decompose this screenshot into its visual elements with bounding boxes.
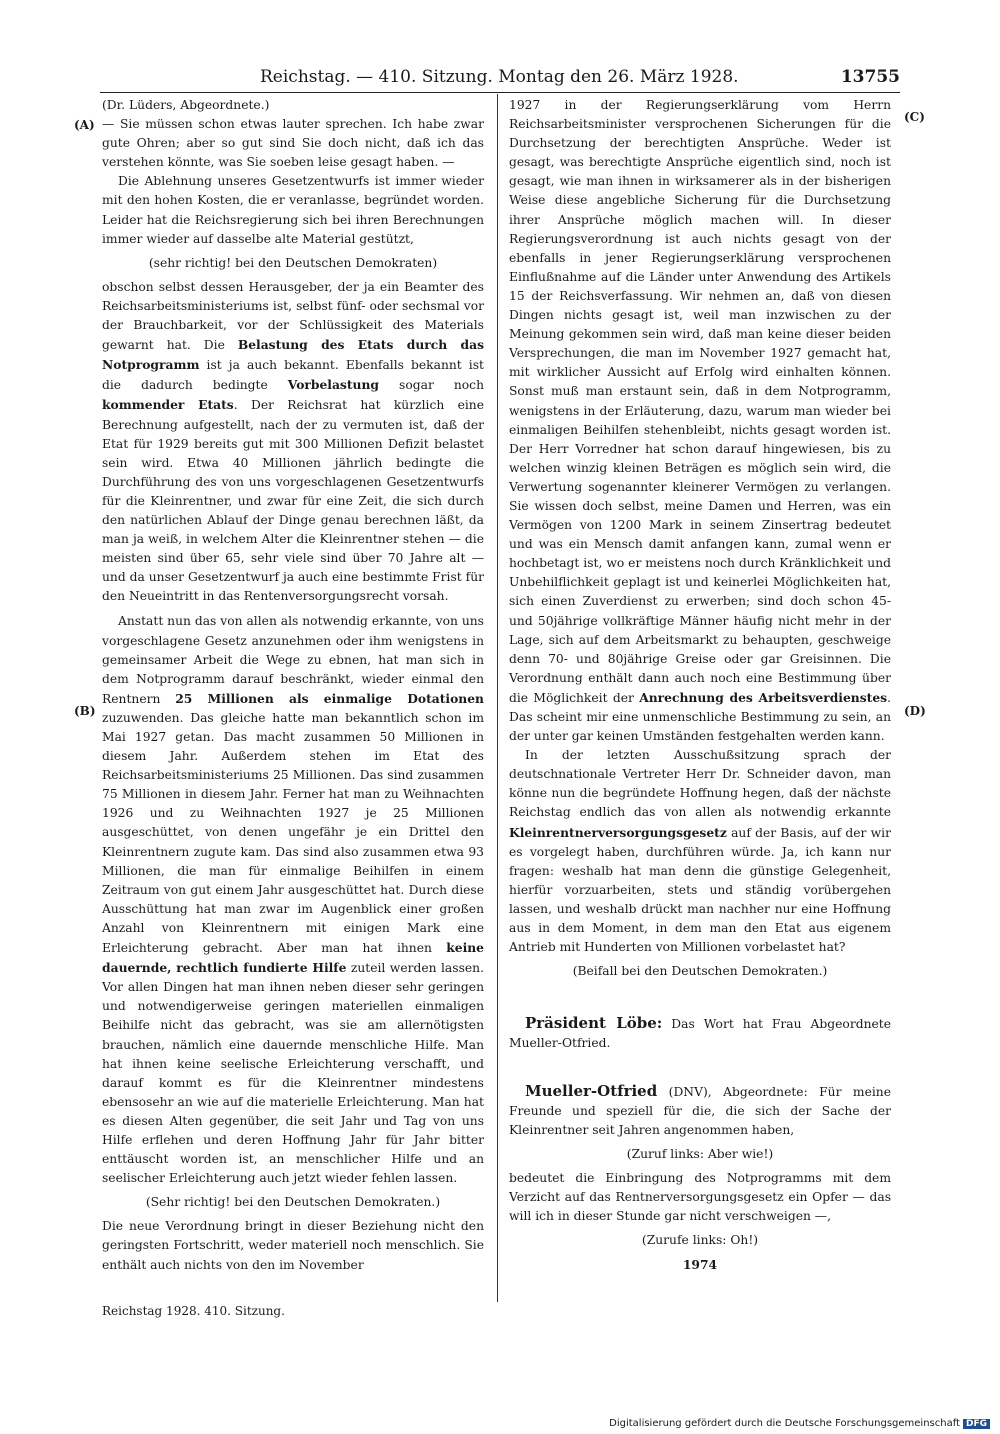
speaker-tag: (Dr. Lüders, Abgeordnete.) <box>102 98 270 112</box>
paragraph: Die Ablehnung unseres Gesetzentwurfs ist immer wieder mit den hohen Kosten, die er veranlasse, begründet worden. Leider hat die Reichsregierung sich bei ihren Berechnungen immer wieder auf dasselbe alte Material gestützt, <box>102 174 484 246</box>
left-column <box>102 96 484 1275</box>
header-rule <box>100 92 900 93</box>
emphasis: Vorbelastung <box>287 377 380 393</box>
column-divider <box>497 94 498 1302</box>
emphasis: Kleinrentnerversorgungsgesetz <box>509 824 727 840</box>
margin-marker-a: (A) <box>74 118 95 132</box>
sheet-number: 1974 <box>682 1257 718 1273</box>
paragraph: obschon selbst dessen Herausgeber, der ja ein Beamter des Reichsarbeitsministeriums ist, selbst fünf- oder sechsmal vor der Brauchbarkeit, vor der Schlüssigkeit des Materials gewarnt hat. Die Belastung des Etats durch das Notprogramm ist ja auch bekannt. Ebenfalls bekannt ist die dadurch bedingte Vorbelastung sogar noch kommender Etats. Der Reichsrat hat kürzlich eine Berechnung aufgestellt, nach der zu vermuten ist, daß der Etat für 1929 bereits gut mit 300 Millionen Defizit belastet sein wird. Etwa 40 Millionen jährlich bedingte die Durchführung des von uns vorgeschlagenen Gesetzentwurfs für die Kleinrentner, und zwar für eine Zeit, die sich durch den natürlichen Ablauf der Dinge genau berechnen läßt, da man ja weiß, in welchem Alter die Kleinrentner stehen — die meisten sind über 65, sehr viele sind über 70 Jahre alt — und da unser Gesetzentwurf ja auch eine bestimmte Frist für den Neueintritt in das Rentenversorgungsrecht vorsah. <box>102 279 484 604</box>
paragraph: In der letzten Ausschußsitzung sprach der deutschnationale Vertreter Herr Dr. Schneider davon, man könne nun die begründete Hoffnung hegen, daß der nächste Reichstag endlich das von allen als notwendig erkannte Kleinrentnerversorgungsgesetz auf der Basis, auf der wir es vorgelegt haben, durchführen würde. Ja, ich kann nur fragen: weshalb hat man denn die günstige Gelegenheit, hierfür vorzuarbeiten, stets und ständig vorübergehen lassen, und weshalb drückt man nachher nur eine Hoffnung aus in dem Moment, in dem man den Etat aus eigenem Antrieb mit Hunderten von Millionen vorbelastet hat? <box>509 748 891 955</box>
emphasis: kommender Etats <box>102 397 234 413</box>
interjection: (sehr richtig! bei den Deutschen Demokraten) <box>148 255 438 270</box>
digitization-credit: Digitalisierung gefördert durch die Deutsche Forschungsgemeinschaft DFG <box>609 1418 990 1429</box>
page-title: Reichstag. — 410. Sitzung. Montag den 26. März 1928. <box>260 67 739 87</box>
emphasis: 25 Millionen als einmalige Dotationen <box>175 690 484 706</box>
paragraph: Anstatt nun das von allen als notwendig erkannte, von uns vorgeschlagene Gesetz anzunehmen oder ihm wenigstens in gemeinsamer Arbeit die Wege zu ebnen, hat man sich in dem Notprogramm darauf beschränkt, wieder einmal den Rentnern 25 Millionen als einmalige Dotationen zuzuwenden. Das gleiche hatte man bekanntlich schon im Mai 1927 getan. Das macht zusammen 50 Millionen in diesem Jahr. Außerdem stehen im Etat des Reichsarbeitsministeriums 25 Millionen. Das sind zusammen 75 Millionen in diesem Jahr. Ferner hat man zu Weihnachten 1926 und zu Weihnachten 1927 je 25 Millionen ausgeschüttet, von denen ungefähr je ein Drittel den Kleinrentnern zugute kam. Das sind also zusammen etwa 93 Millionen, die man für einmalige Beihilfen in einem Zeitraum von gut einem Jahr ausgeschüttet hat. Durch diese Ausschüttung hat man zwar im Augenblick einer großen Anzahl von Kleinrentnern mit einigen Mark eine Erleichterung gebracht. Aber man hat ihnen keine dauernde, rechtlich fundierte Hilfe zuteil werden lassen. Vor allen Dingen hat man ihnen neben dieser sehr geringen und notwendigerweise geringen materiellen einmaligen Beihilfe nicht das gebracht, was sie am allernötigsten brauchen, nämlich eine dauernde menschliche Hilfe. Man hat ihnen keine seelische Erleichterung verschafft, und darauf kommt es für die Kleinrentner mindestens ebensosehr an wie auf die materielle Erleichterung. Man hat es diesen Alten gegenüber, die seit Jahr und Tag von uns Hilfe erflehen und deren Hoffnung Jahr für Jahr bitter enttäuscht worden ist, an menschlicher Hilfe und an seelischer Erleichterung auch jetzt wieder fehlen lassen. <box>102 614 484 1186</box>
emphasis: Anrechnung des Arbeitsverdienstes <box>639 689 888 705</box>
page-number: 13755 <box>840 67 900 87</box>
paragraph: — Sie müssen schon etwas lauter sprechen. Ich habe zwar gute Ohren; aber so gut sind Sie doch nicht, daß ich das verstehen könnte, was Sie soeben leise gesagt haben. — <box>102 117 484 170</box>
spacer <box>509 1054 891 1082</box>
page-header <box>100 66 900 88</box>
margin-marker-d: (D) <box>904 704 926 718</box>
interjection: (Zuruf links: Aber wie!) <box>626 1146 774 1161</box>
speaker-name: Präsident Löbe: <box>525 1014 663 1033</box>
interjection: (Sehr richtig! bei den Deutschen Demokraten.) <box>145 1195 441 1210</box>
interjection: (Zurufe links: Oh!) <box>641 1233 759 1248</box>
speaker-name: Mueller-Otfried <box>525 1081 658 1100</box>
spacer <box>509 986 891 1014</box>
paragraph: 1927 in der Regierungserklärung vom Herrn Reichsarbeitsminister versprochenen Sicherungen für die Durchsetzung der berechtigten Ansprüche. Weder ist gesagt, was berechtigte Ansprüche eigentlich sind, noch ist gesagt, wie man ihnen in wirksamerer als in der bisherigen Weise diese angebliche Sicherung für die Durchsetzung ihrer Ansprüche möglich machen will. In dieser Regierungsverordnung ist auch nichts gesagt von der ebenfalls in jener Regierungserklärung versprochenen Einflußnahme auf die Länder unter Anwendung des Artikels 15 der Reichsverfassung. Wir nehmen an, daß von diesen Dingen nichts gesagt ist, weil man inzwischen zu der Meinung gekommen sein wird, daß man keine dieser beiden Versprechungen, die man im November 1927 gemacht hat, mit wirklicher Aussicht auf Erfolg wird einhalten können. Sonst muß man erstaunt sein, daß in dem Notprogramm, wenigstens in der Erläuterung, dazu, warum man wieder bei einmaligen Beihilfen stehenbleibt, nichts gesagt worden ist. Der Herr Vorredner hat schon darauf hingewiesen, bis zu welchen winzig kleinen Beträgen es möglich sein wird, die Verwertung sogenannter kleinerer Vermögen zu verlangen. Sie wissen doch selbst, meine Damen und Herren, was ein Vermögen von 1200 Mark in seinem Zinsertrag bedeutet und was ein Mensch damit anfangen kann, zumal wenn er hochbetagt ist, wo er meistens noch durch Kränklichkeit und Unbehilflichkeit geplagt ist und keinerlei Möglichkeiten hat, sich einen Zuverdienst zu erwerben; sind doch schon 45- und 50jährige vollkräftige Männer häufig nicht mehr in der Lage, sich auf dem Arbeitsmarkt zu behaupten, geschweige denn 70- und 80jährige Greise oder gar Greisinnen. Die Verordnung enthält dann auch noch eine Bestimmung über die Möglichkeit der Anrechnung des Arbeitsverdienstes. Das scheint mir eine unmenschliche Bestimmung zu sein, an der unter gar keinen Umständen festgehalten werden kann. <box>509 98 891 744</box>
paragraph: bedeutet die Einbringung des Notprogramms mit dem Verzicht auf das Rentnerversorgungsgesetz ein Opfer — das will ich in dieser Stunde gar nicht verschweigen —, <box>509 1170 891 1224</box>
footer-signature: Reichstag 1928. 410. Sitzung. <box>102 1304 285 1318</box>
president-statement: Präsident Löbe: Das Wort hat Frau Abgeordnete Mueller-Otfried. <box>509 1014 891 1051</box>
emphasis: keine dauernde, rechtlich fundierte Hilfe <box>102 940 484 976</box>
paragraph: Die neue Verordnung bringt in dieser Beziehung nicht den geringsten Fortschritt, weder materiell noch menschlich. Sie enthält auch nichts von den im November <box>102 1219 484 1272</box>
interjection: (Beifall bei den Deutschen Demokraten.) <box>572 964 828 979</box>
speaker-statement: Mueller-Otfried (DNV), Abgeordnete: Für meine Freunde und speziell für die, die sich der Sache der Kleinrentner seit Jahren angenommen haben, <box>509 1081 891 1137</box>
margin-marker-b: (B) <box>74 704 96 718</box>
right-column <box>509 96 891 1274</box>
margin-marker-c: (C) <box>904 110 925 124</box>
dfg-logo-icon: DFG <box>963 1419 990 1429</box>
emphasis: Belastung des Etats durch das Notprogramm <box>102 337 484 373</box>
